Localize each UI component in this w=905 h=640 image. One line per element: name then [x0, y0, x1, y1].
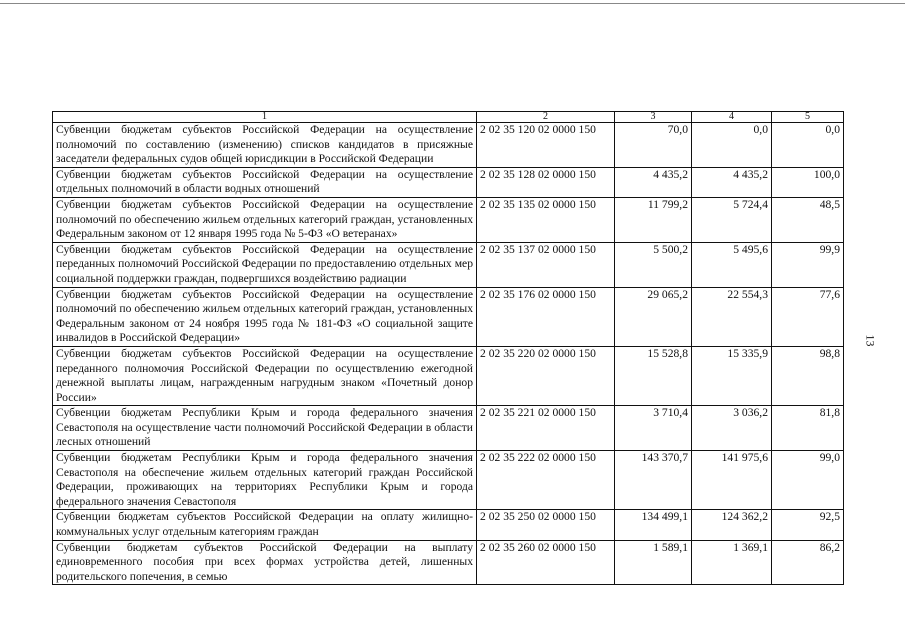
table-row — [53, 242, 844, 287]
row-plan: 29 065,2 — [615, 287, 692, 346]
row-plan: 70,0 — [615, 123, 692, 168]
row-code: 2 02 35 128 02 0000 150 — [477, 167, 615, 197]
table-row — [53, 540, 844, 585]
row-fact: 5 495,6 — [692, 242, 772, 287]
column-header: 2 — [477, 112, 615, 123]
column-header: 3 — [615, 112, 692, 123]
row-code: 2 02 35 176 02 0000 150 — [477, 287, 615, 346]
row-percent: 81,8 — [772, 406, 844, 451]
row-code: 2 02 35 220 02 0000 150 — [477, 346, 615, 405]
row-name: Субвенции бюджетам Республики Крым и города федерального значения Севастополя на обеспечение жильем отдельных категорий граждан Российской Федерации, проживающих на территориях Республики Крым и города федерального значения Севастополя — [53, 451, 477, 510]
table-row — [53, 167, 844, 197]
row-name: Субвенции бюджетам субъектов Российской Федерации на оплату жилищно-коммунальных услуг отдельным категориям граждан — [53, 510, 477, 540]
table-header-row — [53, 112, 844, 123]
row-percent: 99,0 — [772, 451, 844, 510]
row-plan: 5 500,2 — [615, 242, 692, 287]
row-plan: 143 370,7 — [615, 451, 692, 510]
row-code: 2 02 35 222 02 0000 150 — [477, 451, 615, 510]
table-row — [53, 123, 844, 168]
row-name: Субвенции бюджетам субъектов Российской Федерации на осуществление полномочий по составлению (изменению) списков кандидатов в присяжные заседатели федеральных судов общей юрисдикции в Российской Федерации — [53, 123, 477, 168]
row-fact: 124 362,2 — [692, 510, 772, 540]
table-row — [53, 287, 844, 346]
row-name: Субвенции бюджетам субъектов Российской Федерации на осуществление переданных полномочий Российской Федерации по предоставлению отдельных мер социальной поддержки граждан, подвергшихся воздействию радиации — [53, 242, 477, 287]
row-plan: 4 435,2 — [615, 167, 692, 197]
row-name: Субвенции бюджетам субъектов Российской Федерации на осуществление отдельных полномочий в области водных отношений — [53, 167, 477, 197]
row-code: 2 02 35 260 02 0000 150 — [477, 540, 615, 585]
page-number: 13 — [863, 334, 878, 347]
row-name: Субвенции бюджетам субъектов Российской Федерации на осуществление переданного полномочия Российской Федерации по осуществлению ежегодной денежной выплаты лицам, награжденным нагрудным знаком «Почетный донор России» — [53, 346, 477, 405]
row-name: Субвенции бюджетам Республики Крым и города федерального значения Севастополя на осуществление части полномочий Российской Федерации в области лесных отношений — [53, 406, 477, 451]
row-fact: 4 435,2 — [692, 167, 772, 197]
row-name: Субвенции бюджетам субъектов Российской Федерации на выплату единовременного пособия при всех формах устройства детей, лишенных родительского попечения, в семью — [53, 540, 477, 585]
column-header: 4 — [692, 112, 772, 123]
row-percent: 98,8 — [772, 346, 844, 405]
row-fact: 3 036,2 — [692, 406, 772, 451]
column-header: 5 — [772, 112, 844, 123]
row-fact: 1 369,1 — [692, 540, 772, 585]
row-fact: 5 724,4 — [692, 197, 772, 242]
row-code: 2 02 35 120 02 0000 150 — [477, 123, 615, 168]
row-fact: 22 554,3 — [692, 287, 772, 346]
row-code: 2 02 35 250 02 0000 150 — [477, 510, 615, 540]
row-code: 2 02 35 137 02 0000 150 — [477, 242, 615, 287]
row-plan: 134 499,1 — [615, 510, 692, 540]
table-row — [53, 510, 844, 540]
budget-table — [52, 111, 844, 585]
table-row — [53, 406, 844, 451]
row-percent: 92,5 — [772, 510, 844, 540]
row-fact: 141 975,6 — [692, 451, 772, 510]
row-name: Субвенции бюджетам субъектов Российской Федерации на осуществление полномочий по обеспечению жильем отдельных категорий граждан, установленных Федеральным законом от 24 ноября 1995 года № 181-ФЗ «О социальной защите инвалидов в Российской Федерации» — [53, 287, 477, 346]
row-plan: 3 710,4 — [615, 406, 692, 451]
row-plan: 15 528,8 — [615, 346, 692, 405]
table-row — [53, 197, 844, 242]
row-percent: 86,2 — [772, 540, 844, 585]
row-name: Субвенции бюджетам субъектов Российской Федерации на осуществление полномочий по обеспечению жильем отдельных категорий граждан, установленных Федеральным законом от 12 января 1995 года № 5-ФЗ «О ветеранах» — [53, 197, 477, 242]
row-percent: 48,5 — [772, 197, 844, 242]
row-plan: 11 799,2 — [615, 197, 692, 242]
row-percent: 100,0 — [772, 167, 844, 197]
row-fact: 0,0 — [692, 123, 772, 168]
row-code: 2 02 35 135 02 0000 150 — [477, 197, 615, 242]
column-header: 1 — [53, 112, 477, 123]
row-percent: 99,9 — [772, 242, 844, 287]
row-percent: 0,0 — [772, 123, 844, 168]
scan-edge-line — [0, 3, 905, 4]
row-plan: 1 589,1 — [615, 540, 692, 585]
row-code: 2 02 35 221 02 0000 150 — [477, 406, 615, 451]
table-row — [53, 346, 844, 405]
row-fact: 15 335,9 — [692, 346, 772, 405]
table-row — [53, 451, 844, 510]
row-percent: 77,6 — [772, 287, 844, 346]
